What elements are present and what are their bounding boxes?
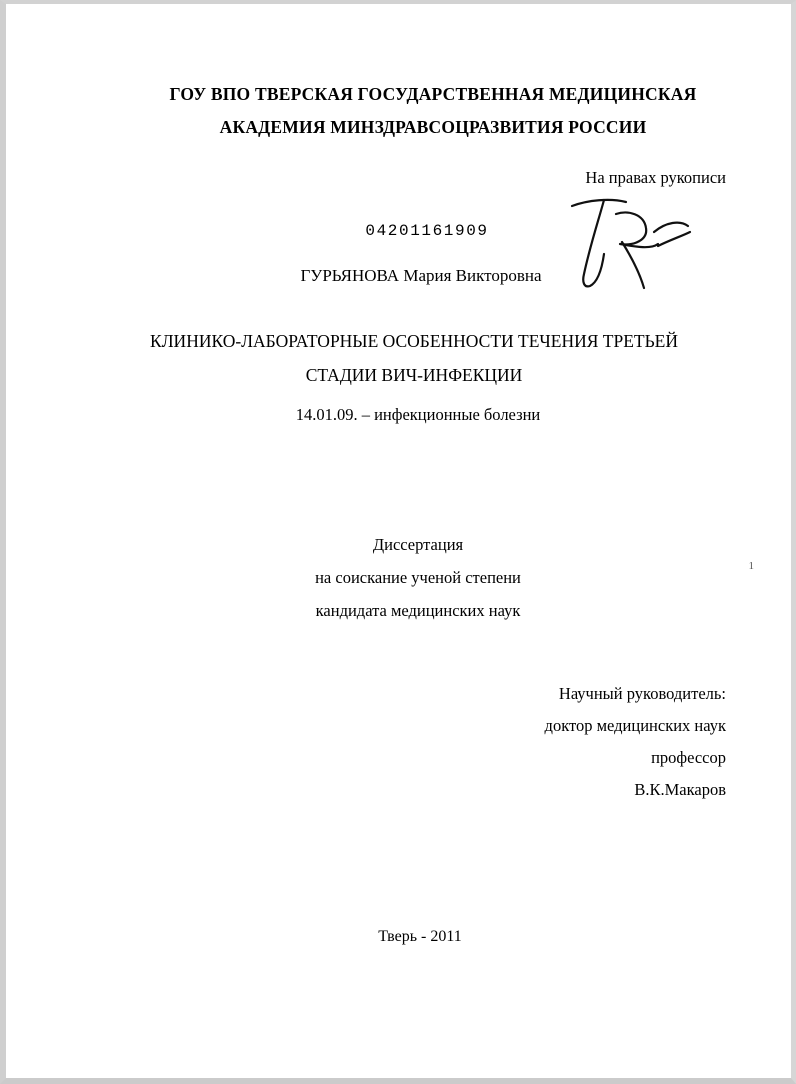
author-name: ГУРЬЯНОВА Мария Викторовна <box>300 266 542 285</box>
institution-line-1: ГОУ ВПО ТВЕРСКАЯ ГОСУДАРСТВЕННАЯ МЕДИЦИНСКАЯ <box>169 84 697 104</box>
speciality-code: 14.01.09. – инфекционные болезни <box>295 405 541 424</box>
supervisor-rank: профессор <box>651 748 726 767</box>
page-content <box>110 0 754 1084</box>
supervisor-name: В.К.Макаров <box>634 780 726 799</box>
institution-heading <box>140 78 726 144</box>
title-line-2: СТАДИИ ВИЧ-ИНФЕКЦИИ <box>305 365 523 385</box>
supervisor-block <box>366 678 726 806</box>
margin-mark: 1 <box>748 560 754 572</box>
page-title <box>102 324 726 392</box>
institution-line-2: АКАДЕМИЯ МИНЗДРАВСОЦРАЗВИТИЯ РОССИИ <box>219 117 647 137</box>
thesis-statement <box>110 528 726 627</box>
thesis-line-3: кандидата медицинских наук <box>315 601 521 620</box>
title-line-1: КЛИНИКО-ЛАБОРАТОРНЫЕ ОСОБЕННОСТИ ТЕЧЕНИЯ ТРЕТЬЕЙ <box>150 331 678 351</box>
thesis-line-1: Диссертация <box>372 535 464 554</box>
catalog-code: 04201161909 <box>365 222 489 240</box>
supervisor-degree: доктор медицинских наук <box>544 716 726 735</box>
supervisor-label: Научный руководитель: <box>558 684 726 703</box>
thesis-line-2: на соискание ученой степени <box>315 568 521 587</box>
rights-note: На правах рукописи <box>585 168 726 187</box>
city-year: Тверь - 2011 <box>378 928 462 945</box>
